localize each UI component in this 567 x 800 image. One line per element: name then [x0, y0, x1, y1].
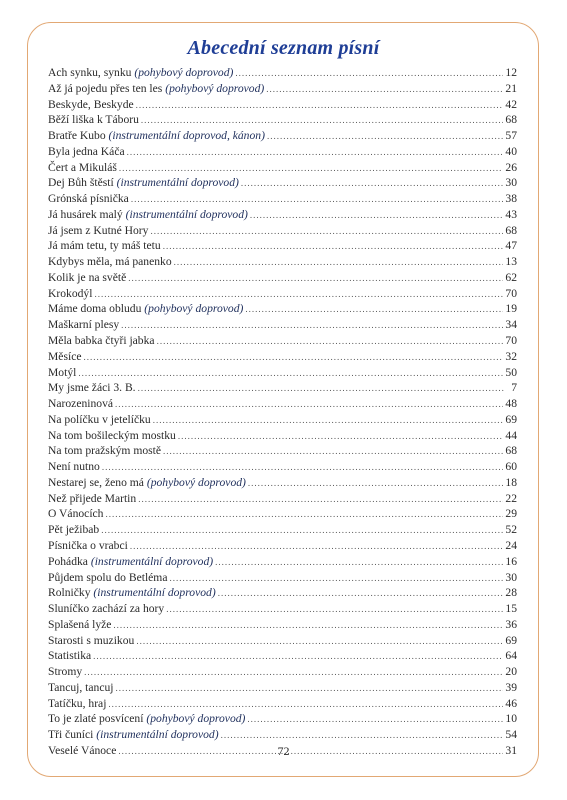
song-page-number: 44	[505, 428, 517, 442]
dot-leader	[245, 302, 503, 318]
dot-leader	[115, 397, 503, 413]
song-page-number: 60	[505, 460, 517, 474]
song-page-number: 43	[505, 207, 517, 221]
song-title: Sluníčko zachází za hory	[48, 602, 165, 616]
toc-entry	[48, 617, 517, 633]
page-title: Abecední seznam písní	[187, 37, 380, 59]
song-page-number: 47	[505, 239, 517, 253]
song-note: (pohybový doprovod)	[146, 712, 246, 726]
toc-entry	[48, 112, 517, 128]
dot-leader	[83, 350, 503, 366]
song-page-number: 54	[505, 728, 517, 742]
dot-leader	[131, 192, 504, 208]
song-page-number: 70	[505, 286, 517, 300]
song-page-number: 18	[505, 475, 517, 489]
toc-entry	[48, 554, 517, 570]
toc-entry	[48, 475, 517, 491]
song-title: Rolničky	[48, 586, 91, 600]
song-title: Běží liška k Táboru	[48, 113, 139, 127]
dot-leader	[121, 318, 503, 334]
dot-leader	[267, 129, 503, 145]
song-title: Na políčku v jetelíčku	[48, 412, 151, 426]
song-title: To je zlaté posvícení	[48, 712, 144, 726]
song-title: Tancuj, tancuj	[48, 680, 114, 694]
dot-leader	[150, 224, 503, 240]
toc-entry	[48, 81, 517, 97]
dot-leader	[166, 602, 503, 618]
song-page-number: 29	[505, 507, 517, 521]
toc-entry	[48, 443, 517, 459]
song-note: (pohybový doprovod)	[144, 302, 244, 316]
toc-entry	[48, 207, 517, 223]
song-page-number: 69	[505, 633, 517, 647]
dot-leader	[266, 82, 503, 98]
dot-leader	[101, 523, 503, 539]
song-title: Písnička o vrabci	[48, 538, 128, 552]
dot-leader	[138, 492, 503, 508]
song-page-number: 24	[505, 538, 517, 552]
song-title: Maškarní plesy	[48, 318, 120, 332]
song-note: (instrumentální doprovod)	[90, 554, 214, 568]
song-note: (instrumentální doprovod)	[116, 176, 239, 190]
song-title: Nestarej se, ženo má	[48, 475, 144, 489]
toc-entry	[48, 412, 517, 428]
toc-entry	[48, 65, 517, 81]
song-title: Máme doma obludu	[48, 302, 142, 316]
song-page-number: 42	[505, 97, 517, 111]
song-page-number: 57	[505, 129, 517, 143]
song-title: Dej Bůh štěstí	[48, 176, 114, 190]
song-note: (pohybový doprovod)	[146, 475, 246, 489]
toc-entry	[48, 633, 517, 649]
toc-entry	[48, 711, 517, 727]
song-page-number: 52	[505, 523, 517, 537]
song-page-number: 68	[505, 113, 517, 127]
dot-leader	[138, 381, 505, 397]
song-page-number: 68	[505, 223, 517, 237]
toc-entry	[48, 97, 517, 113]
toc-entry	[48, 128, 517, 144]
song-title: Než přijede Martin	[48, 491, 137, 505]
dot-leader	[136, 634, 503, 650]
song-page-number: 21	[505, 81, 517, 95]
dot-leader	[241, 176, 504, 192]
dot-leader	[178, 429, 504, 445]
song-title: Pohádka	[48, 554, 88, 568]
toc-entry	[48, 160, 517, 176]
toc-entry	[48, 223, 517, 239]
song-title: Beskyde, Beskyde	[48, 97, 134, 111]
dot-leader	[169, 571, 503, 587]
song-title: Já mám tetu, ty máš tetu	[48, 239, 161, 253]
dot-leader	[247, 712, 503, 728]
song-title: Až já pojedu přes ten les	[48, 81, 163, 95]
song-page-number: 70	[505, 334, 517, 348]
dot-leader	[221, 728, 504, 744]
song-title: Statistika	[48, 649, 92, 663]
song-title: Krokodýl	[48, 286, 93, 300]
toc-entry	[48, 144, 517, 160]
song-title: Kdybys měla, má panenko	[48, 255, 172, 269]
dot-leader	[218, 586, 504, 602]
toc-entry	[48, 175, 517, 191]
dot-leader	[119, 161, 504, 177]
song-note: (instrumentální doprovod, kánon)	[108, 129, 265, 143]
toc-entry	[48, 491, 517, 507]
song-page-number: 68	[505, 444, 517, 458]
song-title: Narozeninová	[48, 397, 114, 411]
toc-entry	[48, 254, 517, 270]
song-title: Já husárek malý	[48, 207, 123, 221]
song-page-number: 26	[505, 160, 517, 174]
song-page-number: 36	[505, 617, 517, 631]
song-page-number: 62	[505, 270, 517, 284]
toc-entry	[48, 365, 517, 381]
song-page-number: 40	[505, 144, 517, 158]
song-title: Tatíčku, hraj	[48, 696, 107, 710]
song-title: Byla jedna Káča	[48, 144, 125, 158]
dot-leader	[163, 239, 504, 255]
toc-entry	[48, 238, 517, 254]
dot-leader	[157, 334, 504, 350]
toc-entry	[48, 648, 517, 664]
song-page-number: 64	[505, 649, 517, 663]
dot-leader	[250, 208, 504, 224]
toc-entry	[48, 506, 517, 522]
song-title: Měla babka čtyři jabka	[48, 334, 155, 348]
dot-leader	[141, 113, 504, 129]
song-page-number: 30	[505, 570, 517, 584]
toc-entry	[48, 333, 517, 349]
toc-entry	[48, 680, 517, 696]
dot-leader	[174, 255, 504, 271]
dot-leader	[127, 145, 504, 161]
song-title: O Vánocích	[48, 507, 104, 521]
song-page-number: 22	[505, 491, 517, 505]
song-title: My jsme žáci 3. B.	[48, 381, 136, 395]
song-note: (instrumentální doprovod)	[125, 207, 248, 221]
toc-entry	[48, 191, 517, 207]
song-title: Veselé Vánoce	[48, 743, 117, 757]
page-number: 72	[277, 744, 290, 758]
song-note: (instrumentální doprovod)	[96, 728, 219, 742]
toc-entry	[48, 538, 517, 554]
toc-entry	[48, 585, 517, 601]
toc-entry	[48, 301, 517, 317]
song-index-list	[48, 65, 517, 759]
song-note: (pohybový doprovod)	[134, 66, 234, 79]
song-page-number: 39	[505, 680, 517, 694]
dot-leader	[102, 460, 504, 476]
dot-leader	[235, 66, 503, 82]
toc-entry	[48, 349, 517, 365]
song-title: Na tom bošileckým mostku	[48, 428, 176, 442]
song-page-number: 30	[505, 176, 517, 190]
song-title: Splašená lyže	[48, 617, 112, 631]
song-page-number: 38	[505, 192, 517, 206]
dot-leader	[93, 649, 503, 665]
song-page-number: 34	[505, 318, 517, 332]
song-title: Ach synku, synku	[48, 66, 132, 79]
song-title: Pět ježibab	[48, 523, 100, 537]
song-page-number: 16	[505, 554, 517, 568]
song-title: Na tom pražským mostě	[48, 444, 162, 458]
song-page-number: 50	[505, 365, 517, 379]
song-page-number: 32	[505, 349, 517, 363]
song-page-number: 10	[505, 712, 517, 726]
song-title: Motýl	[48, 365, 77, 379]
toc-entry	[48, 664, 517, 680]
song-title: Stromy	[48, 665, 83, 679]
dot-leader	[215, 555, 503, 571]
song-title: Není nutno	[48, 460, 100, 474]
song-title: Já jsem z Kutné Hory	[48, 223, 149, 237]
song-title: Čert a Mikuláš	[48, 160, 117, 174]
toc-entry	[48, 428, 517, 444]
dot-leader	[78, 366, 503, 382]
toc-entry	[48, 380, 517, 396]
dot-leader	[128, 271, 503, 287]
toc-entry	[48, 270, 517, 286]
song-page-number: 19	[505, 302, 517, 316]
dot-leader	[153, 413, 504, 429]
dot-leader	[116, 681, 504, 697]
dot-leader	[108, 697, 503, 713]
dot-leader	[248, 476, 504, 492]
dot-leader	[94, 287, 503, 303]
song-page-number: 69	[505, 412, 517, 426]
dot-leader	[130, 539, 504, 555]
song-title: Půjdem spolu do Betléma	[48, 570, 168, 584]
song-page-number: 15	[505, 602, 517, 616]
song-page-number: 12	[505, 66, 517, 79]
song-page-number: 13	[505, 255, 517, 269]
toc-entry	[48, 522, 517, 538]
song-title: Tři čuníci	[48, 728, 94, 742]
song-title: Kolik je na světě	[48, 270, 127, 284]
toc-entry	[48, 459, 517, 475]
song-title: Bratře Kubo	[48, 129, 106, 143]
song-note: (pohybový doprovod)	[165, 81, 265, 95]
toc-entry	[48, 396, 517, 412]
dot-leader	[136, 98, 504, 114]
song-note: (instrumentální doprovod)	[93, 586, 216, 600]
song-page-number: 31	[505, 743, 517, 757]
toc-entry	[48, 317, 517, 333]
song-page-number: 48	[505, 397, 517, 411]
toc-entry	[48, 696, 517, 712]
toc-entry	[48, 601, 517, 617]
song-page-number: 28	[505, 586, 517, 600]
song-page-number: 7	[511, 381, 517, 395]
dot-leader	[163, 444, 503, 460]
toc-entry	[48, 570, 517, 586]
song-title: Měsíce	[48, 349, 82, 363]
dot-leader	[113, 618, 503, 634]
toc-entry	[48, 727, 517, 743]
toc-entry	[48, 286, 517, 302]
song-page-number: 46	[505, 696, 517, 710]
song-title: Grónská písnička	[48, 192, 129, 206]
song-page-number: 20	[505, 665, 517, 679]
dot-leader	[105, 507, 503, 523]
dot-leader	[84, 665, 503, 681]
song-title: Starosti s muzikou	[48, 633, 135, 647]
